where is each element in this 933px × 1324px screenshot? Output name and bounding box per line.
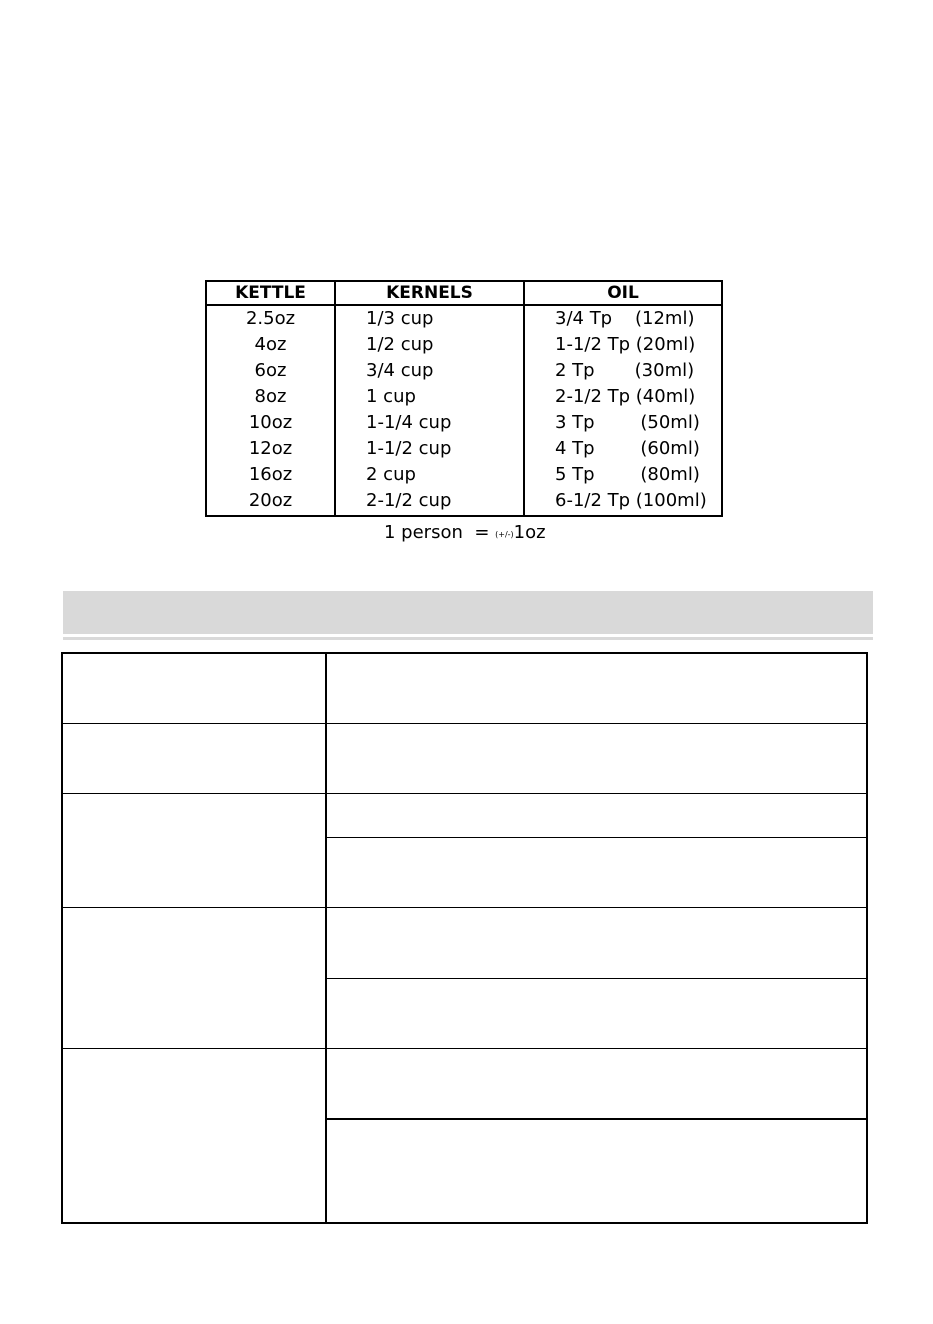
kernels-cell: 1/2 cup [366,334,434,355]
oil-cell: 3 Tp (50ml) [555,412,700,433]
kernels-cell: 1 cup [366,386,416,407]
kettle-cell: 12oz [248,438,293,459]
kernels-cell: 1/3 cup [366,308,434,329]
kernels-cell: 1-1/4 cup [366,412,452,433]
kettle-cell: 8oz [254,386,287,407]
kernels-header: KERNELS [336,282,523,306]
sub-row-divider [326,978,866,979]
kettle-cell: 20oz [248,490,293,511]
kernels-cell: 1-1/2 cup [366,438,452,459]
row-divider [63,1048,866,1049]
oil-cell: 5 Tp (80ml) [555,464,700,485]
sub-row-divider [326,1118,866,1120]
oil-cell: 2 Tp (30ml) [555,360,695,381]
kernels-column [336,282,525,515]
oil-column [525,282,721,515]
measurement-table [205,280,723,517]
oil-cell: 6-1/2 Tp (100ml) [555,490,707,511]
section-divider [63,637,873,640]
kettle-column [207,282,336,515]
oil-cell: 3/4 Tp (12ml) [555,308,695,329]
kernels-cell: 3/4 cup [366,360,434,381]
column-divider [325,654,327,1222]
kettle-header: KETTLE [207,282,334,306]
troubleshooting-table [61,652,868,1224]
serving-note [384,520,546,548]
row-divider [63,907,866,908]
oil-cell: 1-1/2 Tp (20ml) [555,334,696,355]
oil-cell: 4 Tp (60ml) [555,438,700,459]
sub-row-divider [326,837,866,838]
serving-note-tolerance: (+/-) [495,530,514,539]
kernels-cell: 2 cup [366,464,416,485]
kettle-cell: 2.5oz [245,308,296,329]
row-divider [63,793,866,794]
row-divider [63,723,866,724]
kettle-cell: 16oz [248,464,293,485]
kernels-cell: 2-1/2 cup [366,490,452,511]
kettle-cell: 10oz [248,412,293,433]
oil-cell: 2-1/2 Tp (40ml) [555,386,696,407]
oil-header: OIL [525,282,721,306]
serving-note-amount: 1oz [513,522,546,543]
kettle-cell: 4oz [254,334,287,355]
kettle-cell: 6oz [254,360,287,381]
section-header-bar [63,591,873,634]
serving-note-prefix: 1 person = [384,522,496,543]
